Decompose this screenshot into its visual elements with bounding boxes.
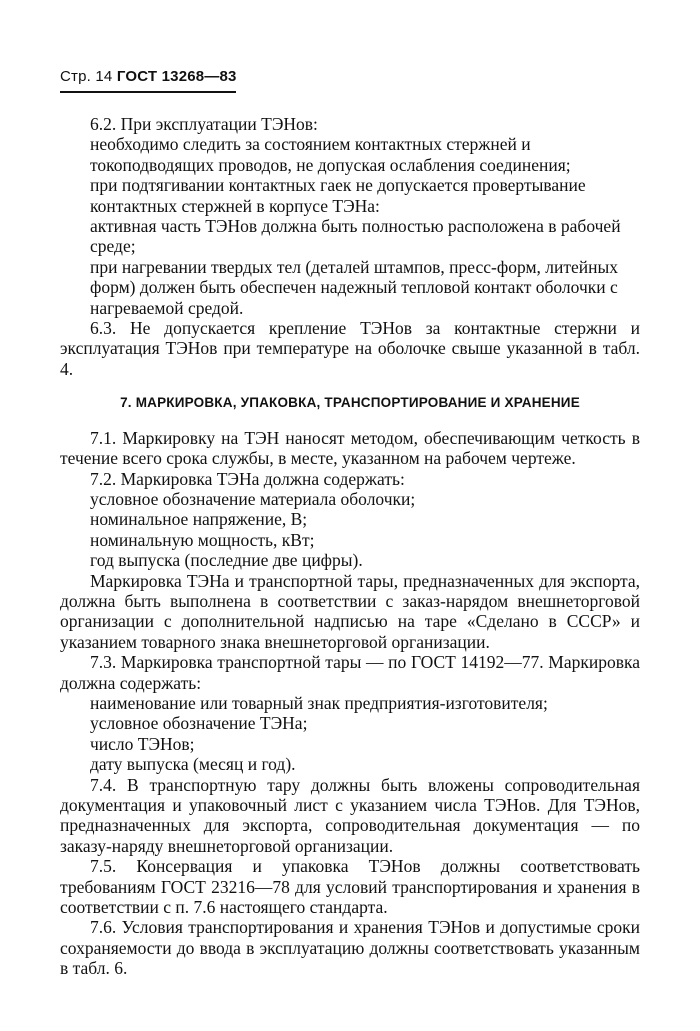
clause-6-2-item: при нагревании твердых тел (деталей штампов, пресс-форм, литейных форм) должен быть обеспечен надежный тепловой контакт оболочки с нагреваемой средой.: [90, 256, 619, 318]
header-rule: [60, 91, 236, 93]
page-number: Стр. 14: [60, 68, 113, 85]
page-header: [60, 68, 237, 85]
clause-7-3-item: число ТЭНов;: [90, 733, 195, 754]
clause-7-2-item: условное обозначение материала оболочки;: [90, 488, 416, 509]
section-7-heading: 7. МАРКИРОВКА, УПАКОВКА, ТРАНСПОРТИРОВАНИЕ И ХРАНЕНИЕ: [120, 395, 580, 411]
clause-7-3-item: дату выпуска (месяц и год).: [90, 754, 296, 775]
clause-6-2-item: необходимо следить за состоянием контактных стержней и токоподводящих проводов, не допуская ослабления соединения;: [90, 134, 571, 175]
clause-7-4: 7.4. В транспортную тару должны быть вложены сопроводительная документация и упаковочный лист с указанием числа ТЭНов. Для ТЭНов, предназначенных для экспорта, сопроводительная документация — по заказу-наряду внешнеторговой организации.: [60, 774, 640, 856]
clause-7-2-item: номинальную мощность, кВт;: [90, 529, 315, 550]
clause-7-1: 7.1. Маркировку на ТЭН наносят методом, обеспечивающим четкость в течение всего срока службы, в месте, указанном на рабочем чертеже.: [60, 427, 640, 469]
standard-code: ГОСТ 13268—83: [116, 68, 237, 85]
clause-7-2-export: Маркировка ТЭНа и транспортной тары, предназначенных для экспорта, должна быть выполнена в соответствии с заказ-нарядом внешнеторговой организации с дополнительной надписью на таре «Сделано в СССР» и указанием товарного знака внешнеторговой организации.: [60, 570, 640, 652]
clause-7-3-intro: 7.3. Маркировка транспортной тары — по ГОСТ 14192—77. Маркировка должна содержать:: [60, 652, 640, 693]
clause-6-2-item: активная часть ТЭНов должна быть полностью расположена в рабочей среде;: [90, 216, 621, 257]
document-body: [60, 114, 640, 979]
clause-7-3-item: наименование или товарный знак предприятия-изготовителя;: [90, 692, 548, 713]
clause-7-6: 7.6. Условия транспортирования и хранения ТЭНов и допустимые сроки сохраняемости до ввода в эксплуатацию должны соответствовать указанным в табл. 6.: [60, 917, 640, 979]
clause-7-2-item: год выпуска (последние две цифры).: [90, 550, 363, 571]
clause-7-3-item: условное обозначение ТЭНа;: [90, 713, 308, 734]
clause-6-3: 6.3. Не допускается крепление ТЭНов за контактные стержни и эксплуатация ТЭНов при температуре на оболочке свыше указанной в табл. 4.: [60, 318, 640, 379]
clause-7-5: 7.5. Консервация и упаковка ТЭНов должны соответствовать требованиям ГОСТ 23216—78 для условий транспортирования и хранения в соответствии с п. 7.6 настоящего стандарта.: [60, 856, 640, 918]
clause-7-2-item: номинальное напряжение, В;: [90, 509, 308, 530]
clause-7-2-intro: 7.2. Маркировка ТЭНа должна содержать:: [90, 468, 405, 489]
clause-6-2-intro: 6.2. При эксплуатации ТЭНов:: [90, 114, 318, 134]
clause-6-2-item: при подтягивании контактных гаек не допускается провертывание контактных стержней в корпусе ТЭНа:: [90, 175, 586, 216]
